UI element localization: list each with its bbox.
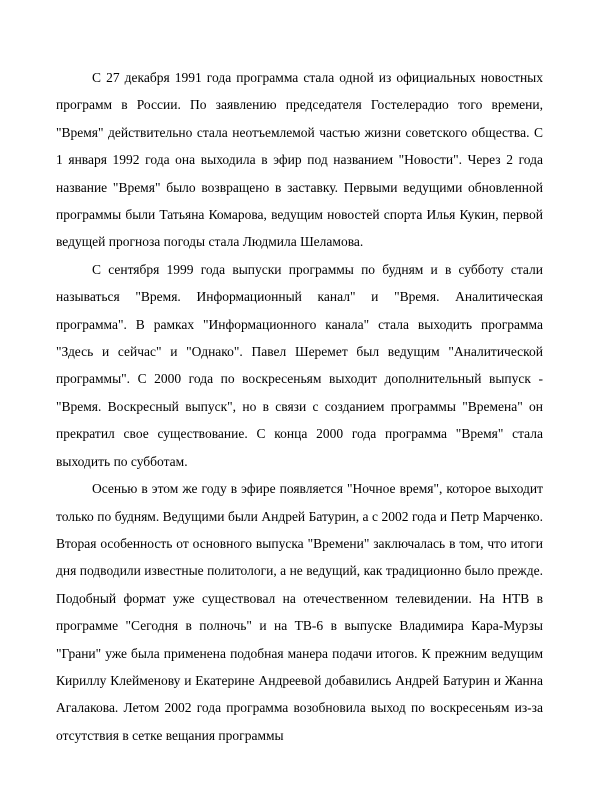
body-text <box>56 64 543 749</box>
paragraph-1: С 27 декабря 1991 года программа стала одной из официальных новостных программ в России. По заявлению председателя Гостелерадио того времени, "Время" действительно стала неотъемлемой частью жизни советского общества. С 1 января 1992 года она выходила в эфир под названием "Новости". Через 2 года название "Время" было возвращено в заставку. Первыми ведущими обновленной программы были Татьяна Комарова, ведущим новостей спорта Илья Кукин, первой ведущей прогноза погоды стала Людмила Шеламова. <box>56 70 543 250</box>
paragraph-2: С сентября 1999 года выпуски программы по будням и в субботу стали называться "Время. Информационный канал" и "Время. Аналитическая программа". В рамках "Информационного канала" стала выходить программа "Здесь и сейчас" и "Однако". Павел Шеремет был ведущим "Аналитической программы". С 2000 года по воскресеньям выходит дополнительный выпуск - "Время. Воскресный выпуск", но в связи с созданием программы "Времена" он прекратил свое существование. С конца 2000 года программа "Время" стала выходить по субботам. <box>56 261 543 469</box>
paragraph-3: Осенью в этом же году в эфире появляется "Ночное время", которое выходит только по будням. Ведущими были Андрей Батурин, а с 2002 года и Петр Марченко. Вторая особенность от основного выпуска "Времени" заключалась в том, что итоги дня подводили известные политологи, а не ведущий, как традиционно было прежде. Подобный формат уже существовал на отечественном телевидении. На НТВ в программе "Сегодня в полночь" и на ТВ-6 в выпуске Владимира Кара-Мурзы "Грани" уже была применена подобная манера подачи итогов. К прежним ведущим Кириллу Клейменову и Екатерине Андреевой добавились Андрей Батурин и Жанна Агалакова. Летом 2002 года программа возобновила выход по воскресеньям из-за отсутствия в сетке вещания программы <box>56 481 543 743</box>
